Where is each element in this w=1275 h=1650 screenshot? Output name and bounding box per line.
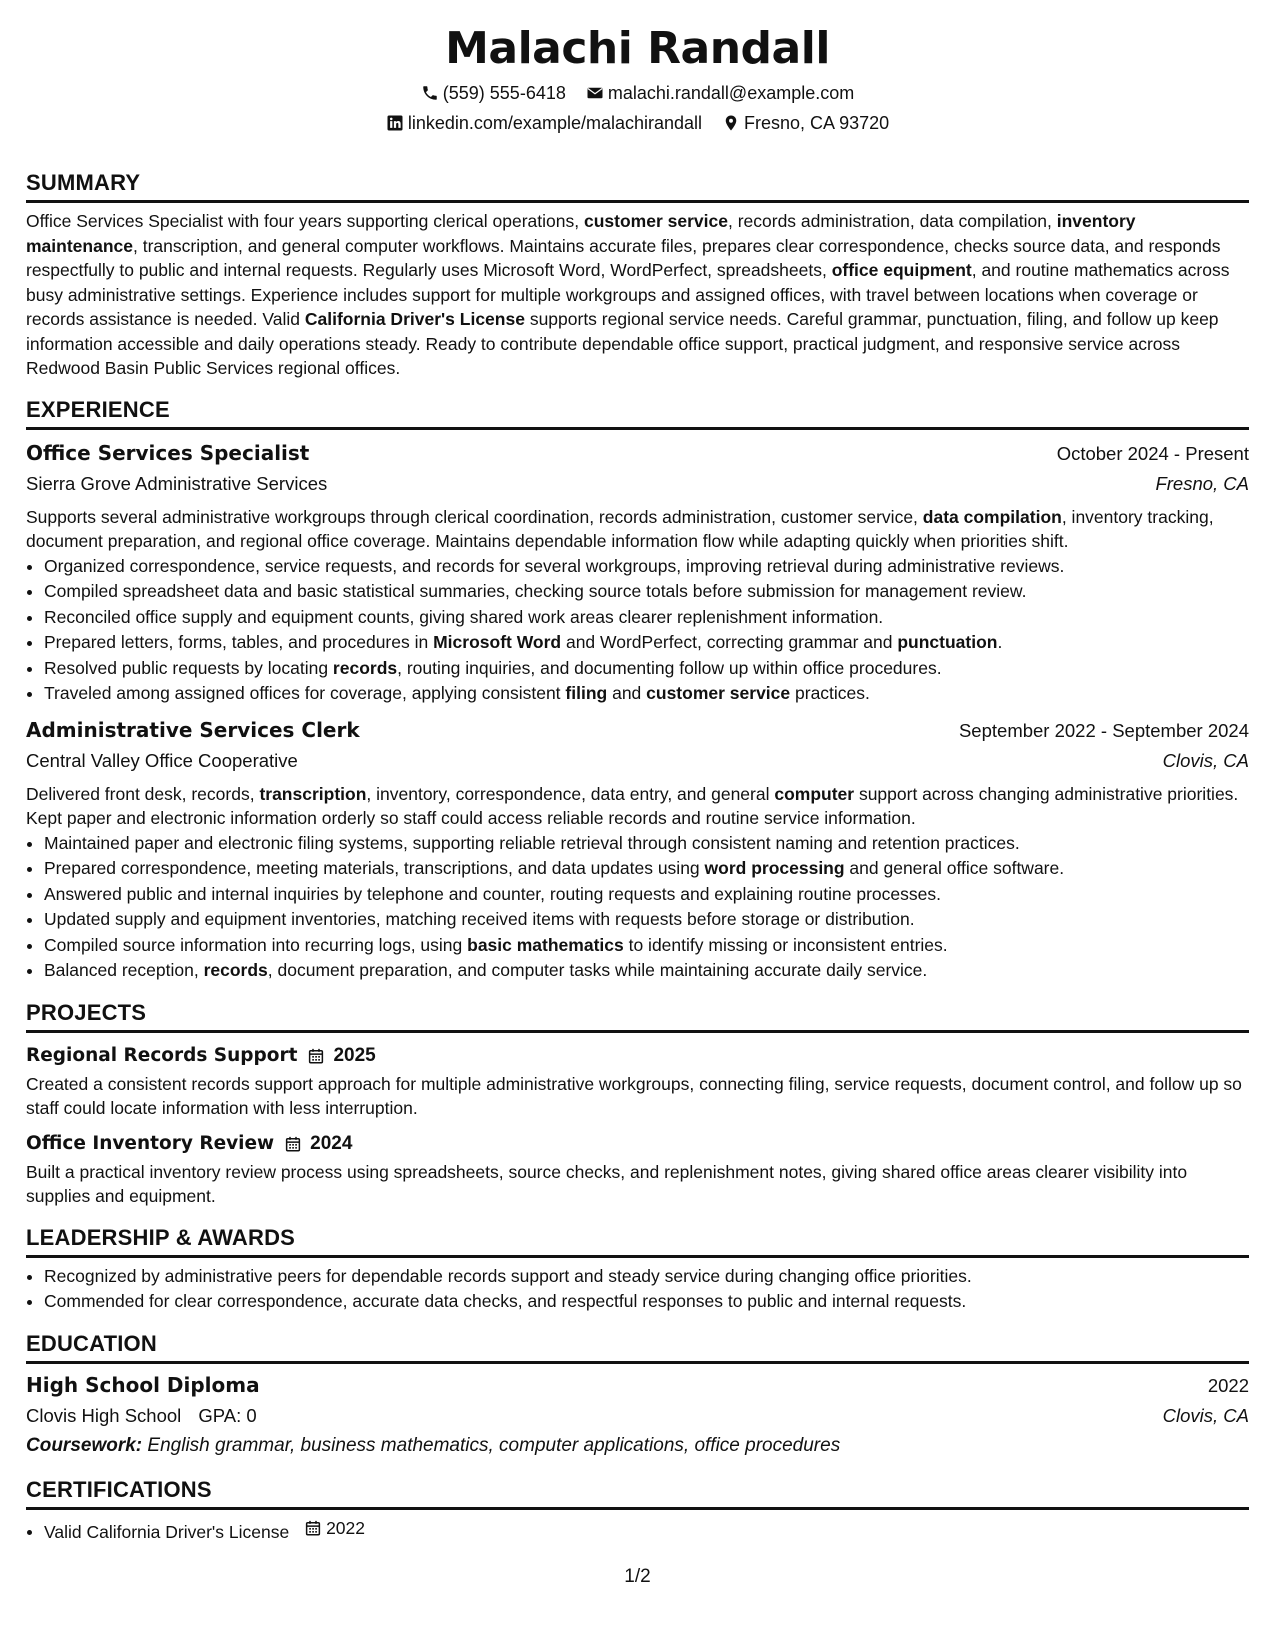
list-item: [44, 1516, 1249, 1545]
list-item: • Traveled among assigned offices for coverage, applying consistent filing and customer service practices.: [44, 681, 1249, 707]
linkedin-text[interactable]: linkedin.com/example/malachirandall: [407, 113, 703, 133]
education-section: [26, 1329, 1249, 1461]
page-number: 1/2: [624, 1566, 651, 1587]
projects-section: [26, 998, 1249, 1209]
job-location: Fresno, CA: [1155, 472, 1249, 494]
job-dates: October 2024 - Present: [1056, 442, 1249, 464]
summary-section: [26, 168, 1249, 381]
location-text: Fresno, CA 93720: [744, 113, 890, 133]
education-location: Clovis, CA: [1162, 1404, 1249, 1426]
phone-icon: [421, 84, 439, 102]
coursework-text: English grammar, business mathematics, computer applications, office procedures: [147, 1434, 841, 1456]
list-item: • Balanced reception, records, document preparation, and computer tasks while maintaining accurate daily service.: [44, 958, 1249, 984]
list-item: • Organized correspondence, service requests, and records for several workgroups, improving retrieval during administrative reviews.: [44, 554, 1249, 580]
linkedin-icon: [386, 114, 404, 132]
candidate-name: Malachi Randall: [445, 23, 830, 74]
job-company: Central Valley Office Cooperative: [26, 749, 298, 771]
contact-row-1: [26, 78, 1249, 108]
list-item: • Recognized by administrative peers for dependable records support and steady service during changing office priorities.: [44, 1264, 1249, 1290]
calendar-icon: [304, 1519, 322, 1537]
coursework-label: Coursework:: [26, 1434, 143, 1456]
job-bullets: [26, 831, 1249, 984]
project-year: 2024: [310, 1132, 353, 1154]
summary-text: Office Services Specialist with four years supporting clerical operations, customer service, records administration, data compilation, inventory maintenance, transcription, and general computer workflows. Maintains accurate files, prepares clear correspondence, checks source data, and responds respectfully to public and internal requests. Regularly uses Microsoft Word, WordPerfect, spreadsheets, office equipment, and routine mathematics across busy administrative settings. Experience includes support for multiple workgroups and assigned offices, with travel between locations when coverage or records assistance is needed. Valid California Driver's License supports regional service needs. Careful grammar, punctuation, filing, and follow up keep information accessible and daily operations steady. Ready to contribute dependable office support, practical judgment, and responsive service across Redwood Basin Public Services regional offices.: [26, 211, 1230, 378]
summary-heading: SUMMARY: [26, 168, 1249, 203]
experience-section: [26, 395, 1249, 984]
project-title: Office Inventory Review: [26, 1132, 275, 1154]
job-location: Clovis, CA: [1162, 749, 1249, 771]
project-description: Created a consistent records support approach for multiple administrative workgroups, connecting filing, service requests, document control, and follow up so staff could locate information with less interruption.: [26, 1073, 1242, 1118]
list-item: • Updated supply and equipment inventories, matching received items with requests before storage or distribution.: [44, 907, 1249, 933]
envelope-icon: [586, 84, 604, 102]
certifications-list: [26, 1516, 1249, 1545]
certification-year: 2022: [326, 1517, 366, 1538]
job-summary: Delivered front desk, records, transcription, inventory, correspondence, data entry, and general computer support across changing administrative priorities. Kept paper and electronic information orderly so staff could access reliable records and routine service information.: [26, 783, 1239, 828]
project-entry: [26, 1042, 1249, 1121]
contact-linkedin[interactable]: [386, 108, 702, 138]
map-pin-icon: [722, 114, 740, 132]
list-item: • Compiled spreadsheet data and basic statistical summaries, checking source totals before submission for management review.: [44, 579, 1249, 605]
list-item: • Commended for clear correspondence, accurate data checks, and respectful responses to public and internal requests.: [44, 1289, 1249, 1315]
project-entry: [26, 1130, 1249, 1209]
education-coursework: [26, 1431, 1249, 1461]
leadership-heading: LEADERSHIP & AWARDS: [26, 1223, 1249, 1258]
job-summary: Supports several administrative workgroups through clerical coordination, records administration, customer service, data compilation, inventory tracking, document preparation, and regional office coverage. Maintains dependable information flow while adapting quickly when priorities shift.: [26, 506, 1214, 551]
job-dates: September 2022 - September 2024: [958, 719, 1249, 741]
job-bullets: [26, 554, 1249, 707]
job-company: Sierra Grove Administrative Services: [26, 472, 328, 494]
education-year: 2022: [1207, 1374, 1249, 1396]
education-degree: High School Diploma: [26, 1372, 260, 1397]
certifications-section: [26, 1475, 1249, 1545]
leadership-list: [26, 1264, 1249, 1315]
project-year: 2025: [333, 1044, 376, 1066]
list-item: • Resolved public requests by locating records, routing inquiries, and documenting follow up within office procedures.: [44, 656, 1249, 682]
job-title: Administrative Services Clerk: [26, 717, 360, 742]
list-item: • Prepared letters, forms, tables, and procedures in Microsoft Word and WordPerfect, correcting grammar and punctuation.: [44, 630, 1249, 656]
project-title: Regional Records Support: [26, 1044, 298, 1066]
experience-heading: EXPERIENCE: [26, 395, 1249, 430]
education-heading: EDUCATION: [26, 1329, 1249, 1364]
certification-name: Valid California Driver's License: [44, 1521, 290, 1542]
project-description: Built a practical inventory review process using spreadsheets, source checks, and replenishment notes, giving shared office areas clearer visibility into supplies and equipment.: [26, 1161, 1188, 1206]
contact-email[interactable]: [586, 78, 854, 108]
leadership-section: [26, 1223, 1249, 1315]
list-item: • Compiled source information into recurring logs, using basic mathematics to identify missing or inconsistent entries.: [44, 933, 1249, 959]
education-gpa: GPA: 0: [198, 1404, 257, 1426]
contact-row-2: [26, 108, 1249, 138]
phone-text: (559) 555-6418: [442, 83, 566, 103]
contact-location: [722, 108, 889, 138]
projects-heading: PROJECTS: [26, 998, 1249, 1033]
education-school: Clovis High School: [26, 1404, 182, 1426]
list-item: • Maintained paper and electronic filing systems, supporting reliable retrieval through consistent naming and retention practices.: [44, 831, 1249, 857]
calendar-icon: [307, 1047, 325, 1065]
calendar-icon: [284, 1135, 302, 1153]
certifications-heading: CERTIFICATIONS: [26, 1475, 1249, 1510]
resume-page: [26, 22, 1249, 1545]
job-title: Office Services Specialist: [26, 440, 310, 465]
job-entry: [26, 438, 1249, 707]
list-item: • Answered public and internal inquiries by telephone and counter, routing requests and explaining routine processes.: [44, 882, 1249, 908]
contact-phone: [421, 78, 566, 108]
list-item: • Prepared correspondence, meeting materials, transcriptions, and data updates using word processing and general office software.: [44, 856, 1249, 882]
email-text[interactable]: malachi.randall@example.com: [607, 83, 855, 103]
job-entry: [26, 715, 1249, 984]
list-item: • Reconciled office supply and equipment counts, giving shared work areas clearer replenishment information.: [44, 605, 1249, 631]
